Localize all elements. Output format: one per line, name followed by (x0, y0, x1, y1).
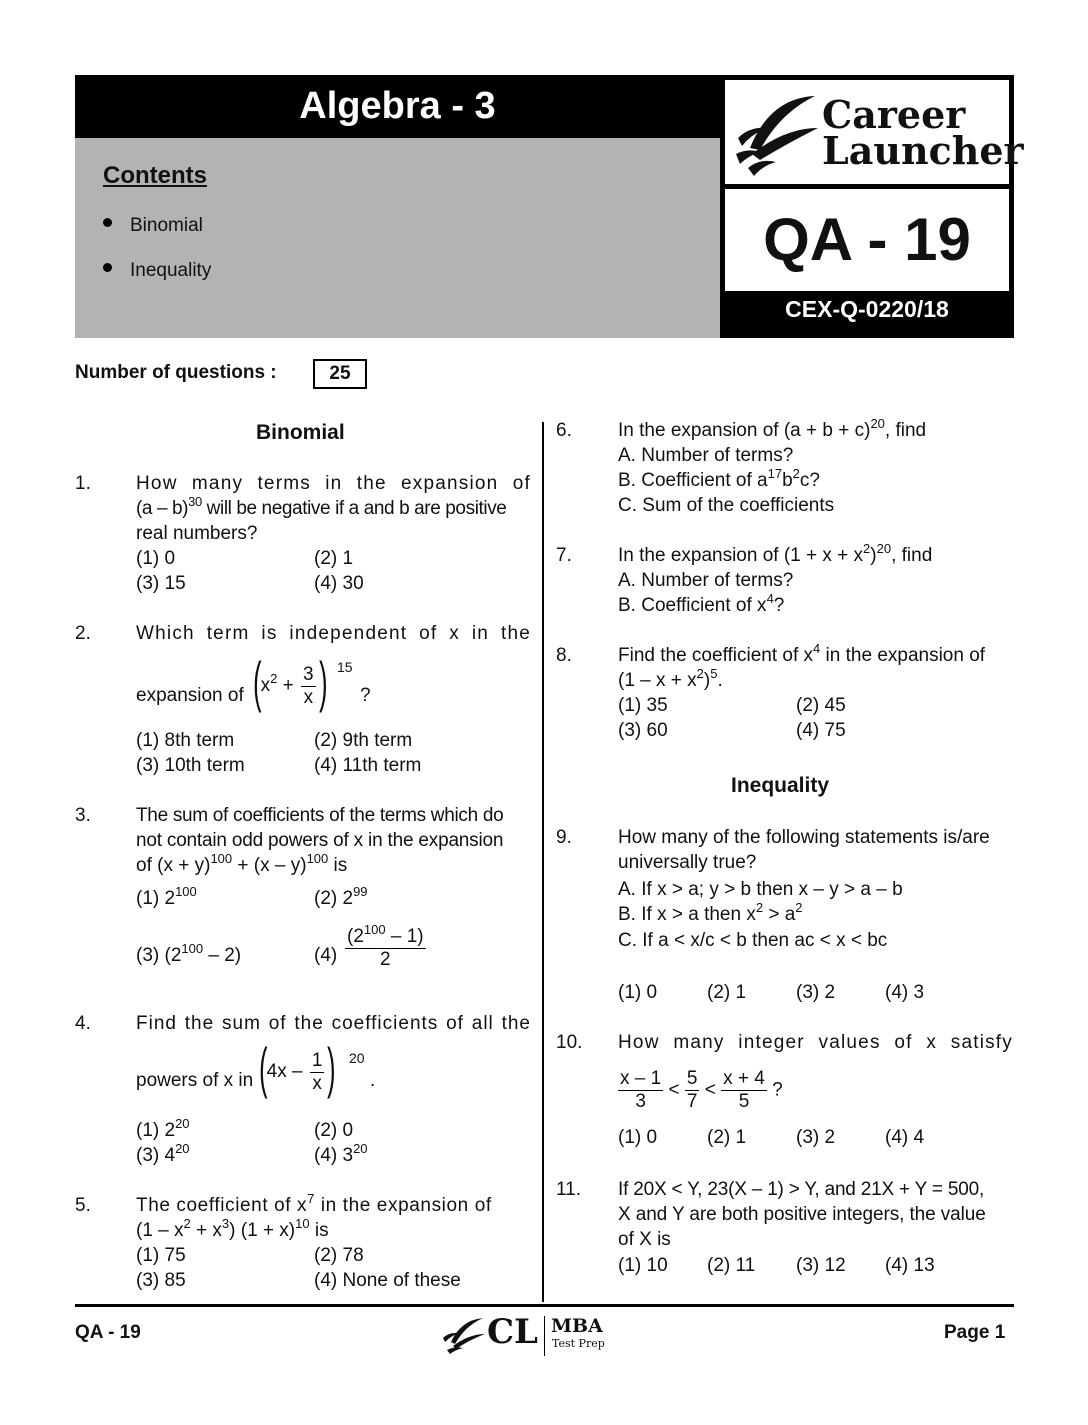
option: (4) 75 (796, 720, 846, 741)
option: (3) 10th term (136, 755, 245, 776)
question-number: 10. (556, 1032, 583, 1053)
question-text: In the expansion of $(a + b + c)^{20}$, find (618, 416, 927, 441)
option: (4) (314, 945, 338, 966)
sub-question: A. If x > a; y > b then x – y > a – b (618, 879, 903, 900)
question-number: 11. (556, 1179, 582, 1200)
option: (2) 45 (796, 695, 846, 716)
option: (4) 13 (885, 1255, 935, 1276)
question-text: ? (360, 685, 371, 706)
question-text: $(1 - x^2 + x^3)$ $(1 + x)^{10}$ is (136, 1216, 329, 1241)
option: (3) $(2^{100} - 2)$ (136, 941, 242, 966)
contents-heading: Contents (103, 162, 207, 189)
cl-swoosh-icon (441, 1316, 485, 1354)
footer-rule (75, 1304, 1014, 1307)
contents-item-binomial: Binomial (103, 215, 203, 237)
option: (4) 4 (885, 1127, 925, 1148)
question-text: real numbers? (136, 523, 258, 544)
option: (2) 1 (707, 1127, 747, 1148)
question-text: $(1 - x + x^2)^5$. (618, 666, 723, 691)
option: (1) $2^{100}$ (136, 884, 197, 909)
option: (1) 75 (136, 1245, 186, 1266)
question-number: 2. (75, 623, 91, 644)
footer-logo-divider (544, 1316, 545, 1356)
option: (3) 15 (136, 573, 186, 594)
question-number: 7. (556, 545, 572, 566)
option: (2) 78 (314, 1245, 364, 1266)
option: (2) 0 (314, 1120, 354, 1141)
option: (3) 2 (796, 982, 836, 1003)
sub-question: A. Number of terms? (618, 570, 794, 591)
question-text: Which term is independent of x in the (136, 623, 531, 644)
question-text: expansion of (136, 685, 244, 706)
logo-career: Career (822, 92, 966, 137)
option: (4) 11th term (314, 755, 422, 776)
exponent: 20 (349, 1050, 365, 1066)
option: (4) $3^{20}$ (314, 1141, 368, 1166)
option: (1) 35 (618, 695, 668, 716)
page-title: Algebra - 3 (75, 75, 720, 138)
logo-launcher: Launcher (822, 128, 1024, 173)
sub-question: C. If a < x/c < b then ac < x < bc (618, 930, 888, 951)
option: (2) $2^{99}$ (314, 884, 368, 909)
question-text: of X is (618, 1229, 671, 1250)
contents-item-inequality: Inequality (103, 260, 211, 282)
page-number: Page 1 (944, 1322, 1006, 1343)
section-heading-inequality: Inequality (731, 774, 830, 797)
question-text: . (370, 1070, 376, 1091)
num-questions-label: Number of questions : (75, 362, 277, 383)
option: (4) 3 (885, 982, 925, 1003)
option: (4) None of these (314, 1270, 461, 1291)
question-text: How many terms in the expansion of (136, 473, 531, 494)
option: (1) 10 (618, 1255, 668, 1276)
section-heading-binomial: Binomial (256, 421, 345, 444)
question-text: The sum of coefficients of the terms which do (136, 805, 504, 826)
question-text: powers of x in (136, 1070, 254, 1091)
option: (1) 0 (618, 982, 658, 1003)
math-expression: (4x – $\frac{1}{x}$ ) (259, 1036, 336, 1099)
footer-logo-testprep: Test Prep (552, 1337, 605, 1350)
sub-question: B. Coefficient of $x^4$? (618, 591, 785, 616)
question-text: universally true? (618, 852, 757, 873)
question-number: 3. (75, 805, 91, 826)
question-number: 6. (556, 420, 572, 441)
option: (4) 30 (314, 573, 364, 594)
math-expression: ($x^2$ + $\frac{3}{x}$ ) (253, 650, 328, 713)
option: (2) 1 (707, 982, 747, 1003)
question-text: How many of the following statements is/are (618, 827, 990, 848)
question-text: (a – b)$^{30}$ will be negative if a and b are positive (136, 494, 507, 519)
bullet-icon (103, 218, 112, 227)
document-code: CEX-Q-0220/18 (785, 296, 949, 322)
option: (2) 9th term (314, 730, 413, 751)
question-number: 1. (75, 473, 91, 494)
sub-question: B. Coefficient of $a^{17}b^2c$? (618, 466, 820, 491)
option: (3) 85 (136, 1270, 186, 1291)
question-number: 8. (556, 645, 572, 666)
math-inequality: $\frac{x - 1}{3}$ < $\frac{5}{7}$ < $\frac{x + 4}{5}$ ? (620, 1068, 783, 1112)
question-number: 5. (75, 1195, 91, 1216)
sub-question: B. If x > a then $x^2 > a^2$ (618, 900, 803, 925)
math-fraction: $\frac{(2^{100} - 1)}{2}$ (347, 922, 424, 970)
option: (1) 8th term (136, 730, 235, 751)
question-text: Find the coefficient of $x^4$ in the expansion of (618, 641, 986, 666)
question-text: Find the sum of the coefficients of all the (136, 1013, 531, 1034)
option: (3) $4^{20}$ (136, 1141, 190, 1166)
exponent: 15 (337, 659, 353, 675)
option: (1) 0 (618, 1127, 658, 1148)
question-text: not contain odd powers of x in the expansion (136, 830, 504, 851)
question-text: How many integer values of x satisfy (618, 1032, 1013, 1053)
option: (1) $2^{20}$ (136, 1116, 190, 1141)
option: (3) 2 (796, 1127, 836, 1148)
option: (2) 1 (314, 548, 354, 569)
question-text: of $(x + y)^{100} + (x - y)^{100}$ is (136, 851, 348, 876)
bullet-icon (103, 263, 112, 272)
option: (3) 60 (618, 720, 668, 741)
sub-question: C. Sum of the coefficients (618, 495, 835, 516)
question-number: 4. (75, 1013, 91, 1034)
option: (3) 12 (796, 1255, 846, 1276)
sub-question: A. Number of terms? (618, 445, 794, 466)
footer-logo-cl: CL (487, 1312, 538, 1352)
option: (2) 11 (707, 1255, 756, 1276)
question-text: The coefficient of $x^7$ in the expansion of (136, 1191, 492, 1216)
question-text: In the expansion of $(1 + x + x^2)^{20}$, find (618, 541, 933, 566)
column-divider (542, 422, 544, 1302)
question-text: X and Y are both positive integers, the value (618, 1204, 986, 1225)
question-number: 9. (556, 827, 572, 848)
question-text: If 20X < Y, 23(X – 1) > Y, and 21X + Y = 500, (618, 1179, 985, 1200)
career-launcher-swoosh-icon (730, 88, 820, 178)
option: (1) 0 (136, 548, 176, 569)
footer-logo-mba: MBA (551, 1315, 603, 1337)
footer-code: QA - 19 (75, 1322, 141, 1343)
num-questions-value: 25 (313, 359, 367, 389)
qa-code: QA - 19 (763, 206, 971, 273)
